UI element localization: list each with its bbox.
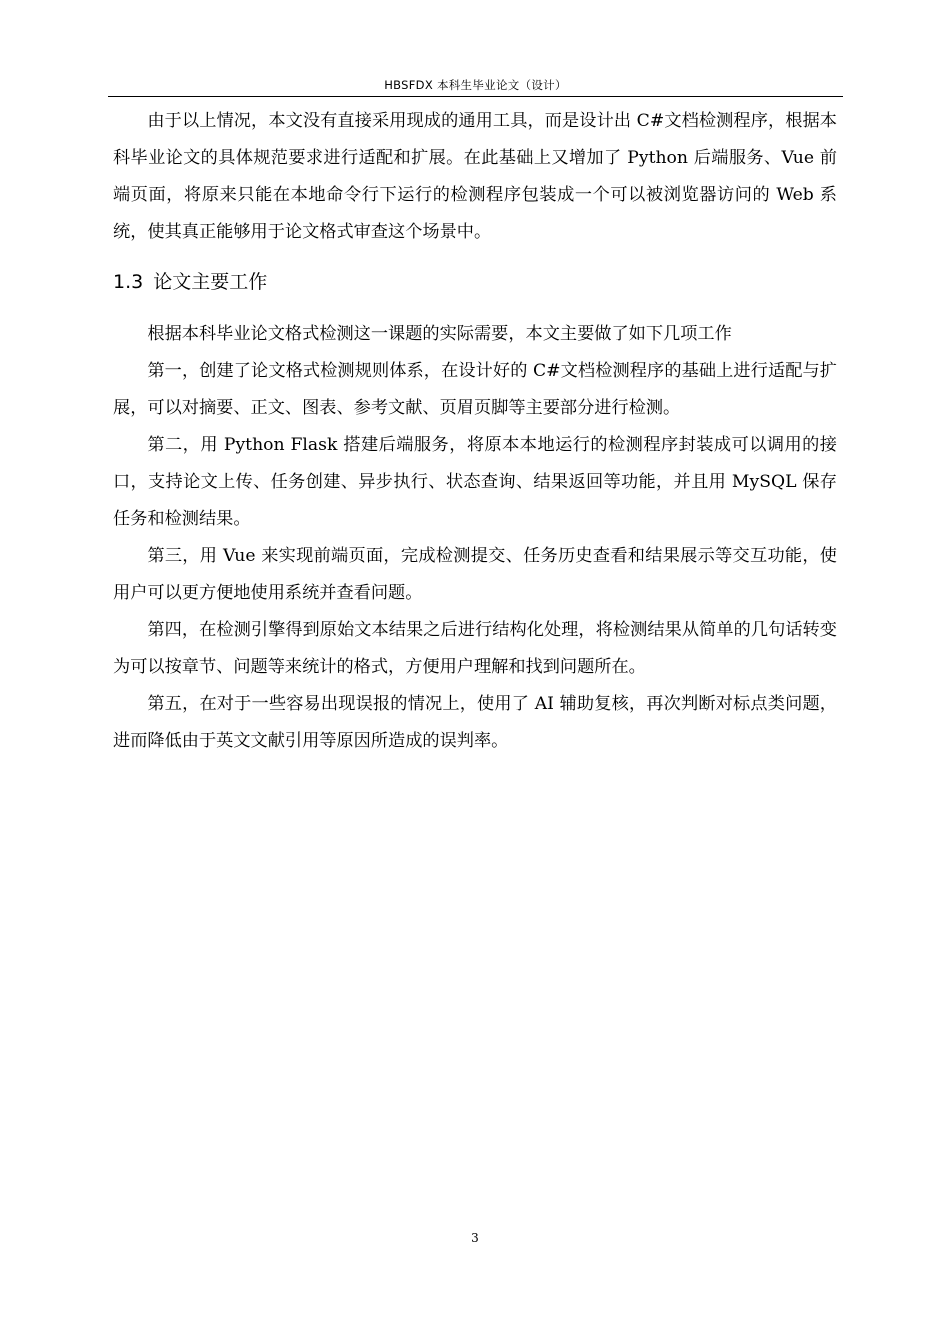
paragraph-item-4: 第四，在检测引擎得到原始文本结果之后进行结构化处理，将检测结果从简单的几句话转变为可以按章节、问题等来统计的格式，方便用户理解和找到问题所在。	[113, 620, 837, 677]
paragraph-item-5: 第五，在对于一些容易出现误报的情况上，使用了 AI 辅助复核，再次判断对标点类问题，进而降低由于英文文献引用等原因所造成的误判率。	[113, 694, 837, 751]
paragraph-item-2: 第二，用 Python Flask 搭建后端服务，将原本本地运行的检测程序封装成可以调用的接口，支持论文上传、任务创建、异步执行、状态查询、结果返回等功能，并且用 MySQL 保存任务和检测结果。	[113, 435, 837, 529]
intro-paragraph: 由于以上情况，本文没有直接采用现成的通用工具，而是设计出 C#文档检测程序，根据本科毕业论文的具体规范要求进行适配和扩展。在此基础上又增加了 Python 后端服务、Vue 前端页面，将原来只能在本地命令行下运行的检测程序包装成一个可以被浏览器访问的 Web 系统，使其真正能够用于论文格式审查这个场景中。	[113, 111, 837, 242]
header-rule	[108, 96, 843, 97]
paragraph-item-3: 第三，用 Vue 来实现前端页面，完成检测提交、任务历史查看和结果展示等交互功能，使用户可以更方便地使用系统并查看问题。	[113, 546, 837, 603]
section-title: 论文主要工作	[153, 271, 268, 293]
section-heading	[113, 266, 267, 298]
intro-block	[113, 103, 837, 251]
page-number: 3	[471, 1231, 479, 1245]
running-header: HBSFDX 本科生毕业论文（设计）	[384, 78, 567, 92]
main-work-block	[113, 316, 837, 760]
paragraph-item-1: 第一，创建了论文格式检测规则体系，在设计好的 C#文档检测程序的基础上进行适配与扩展，可以对摘要、正文、图表、参考文献、页眉页脚等主要部分进行检测。	[113, 361, 837, 418]
paragraph-lead: 根据本科毕业论文格式检测这一课题的实际需要，本文主要做了如下几项工作	[147, 324, 732, 344]
section-number: 1.3	[113, 271, 144, 293]
